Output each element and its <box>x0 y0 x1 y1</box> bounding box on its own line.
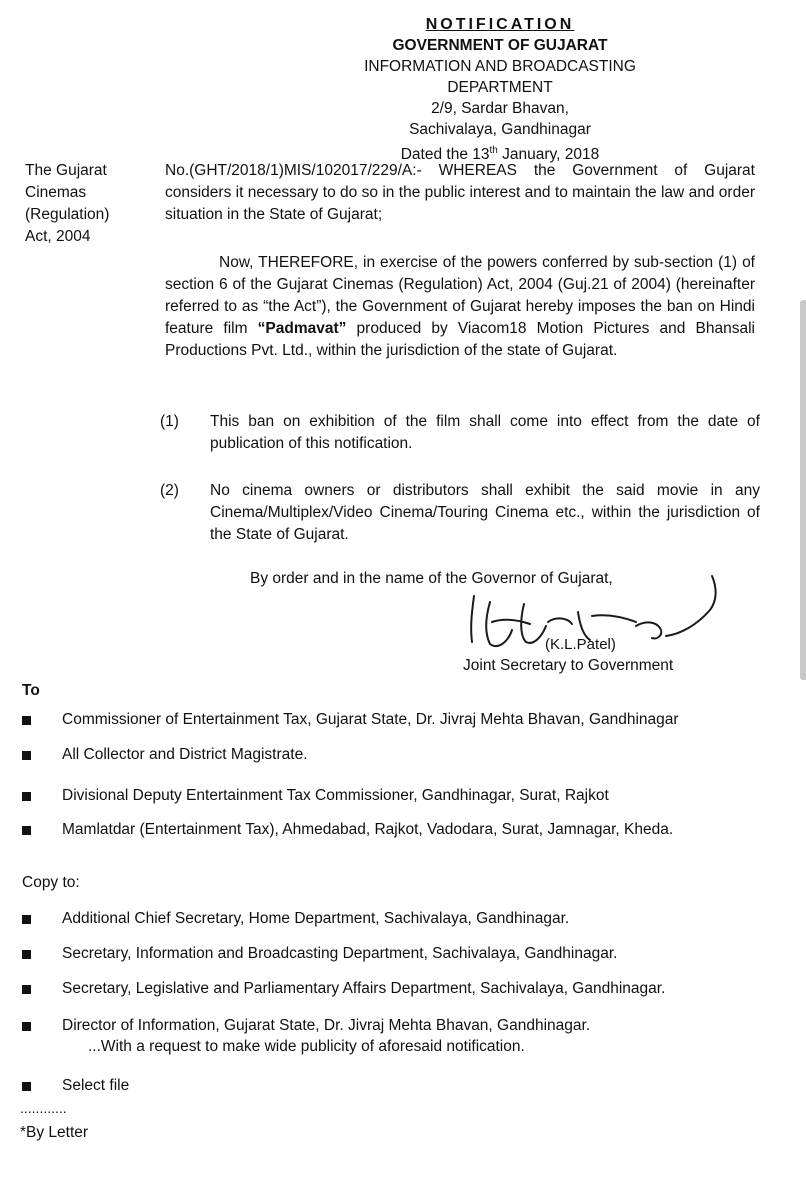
address-line-2: Sachivalaya, Gandhinagar <box>409 121 591 138</box>
copy-recipient-text: Secretary, Information and Broadcasting Department, Sachivalaya, Gandhinagar. <box>62 945 618 962</box>
clause-text: This ban on exhibition of the film shall come into effect from the date of publication of this notification. <box>210 413 760 452</box>
by-letter-note: *By Letter <box>20 1124 89 1141</box>
square-bullet-icon <box>22 792 31 801</box>
copy-recipient-text: Director of Information, Gujarat State, Dr. Jivraj Mehta Bhavan, Gandhinagar. <box>62 1017 591 1034</box>
recipient-text: Mamlatdar (Entertainment Tax), Ahmedabad, Rajkot, Vadodara, Surat, Jamnagar, Kheda. <box>62 821 674 838</box>
publicity-request: ...With a request to make wide publicity of aforesaid notification. <box>88 1038 525 1055</box>
dotted-line: ............ <box>20 1100 67 1116</box>
whereas-paragraph: No.(GHT/2018/1)MIS/102017/229/A:- WHEREAS the Government of Gujarat considers it necessary to do so in the public interest and to maintain the law and order situation in the State of Gujarat; <box>165 162 755 223</box>
therefore-text-before: Now, THEREFORE, in exercise of the powers conferred by sub-section (1) of section 6 of the Gujarat Cinemas (Regulation) Act, 2004 (Guj.21 of 2004) (hereinafter referred to as “the Act”), the Government of Gujarat hereby imposes the ban on Hindi feature film <box>165 254 755 337</box>
dated-suffix: January, 2018 <box>497 146 600 164</box>
recipient-text: All Collector and District Magistrate. <box>62 746 308 763</box>
square-bullet-icon <box>22 985 31 994</box>
clause-text: No cinema owners or distributors shall exhibit the said movie in any Cinema/Multiplex/Video Cinema/Touring Cinema etc., within the jurisdiction of the State of Gujarat. <box>210 482 760 543</box>
scrollbar-handle[interactable] <box>800 300 806 680</box>
sidenote-line: The Gujarat <box>25 162 107 179</box>
copy-recipient-text: Secretary, Legislative and Parliamentary Affairs Department, Sachivalaya, Gandhinagar. <box>62 980 666 997</box>
sidenote-line: Cinemas <box>25 184 87 201</box>
select-file-text: Select file <box>62 1077 130 1094</box>
clause-number: (1) <box>160 413 179 430</box>
sidenote-line: Act, 2004 <box>25 228 91 245</box>
to-label: To <box>22 682 40 699</box>
film-name: “Padmavat” <box>257 320 347 337</box>
square-bullet-icon <box>22 826 31 835</box>
signatory-title: Joint Secretary to Government <box>463 657 674 674</box>
clause-2 <box>160 480 760 546</box>
department-name: INFORMATION AND BROADCASTING DEPARTMENT <box>364 58 636 96</box>
square-bullet-icon <box>22 1022 31 1031</box>
dated-prefix: Dated the 13 <box>400 146 490 164</box>
order-line: By order and in the name of the Governor of Gujarat, <box>250 570 613 587</box>
dated-sup: th <box>489 145 498 156</box>
clause-number: (2) <box>160 482 179 499</box>
notification-header <box>330 14 670 165</box>
recipient-text: Divisional Deputy Entertainment Tax Commissioner, Gandhinagar, Surat, Rajkot <box>62 787 609 804</box>
square-bullet-icon <box>22 751 31 760</box>
copy-recipient-text: Additional Chief Secretary, Home Department, Sachivalaya, Gandhinagar. <box>62 910 570 927</box>
square-bullet-icon <box>22 716 31 725</box>
signatory-name: (K.L.Patel) <box>545 636 616 653</box>
recipient-text: Commissioner of Entertainment Tax, Gujarat State, Dr. Jivraj Mehta Bhavan, Gandhinagar <box>62 711 679 728</box>
therefore-paragraph <box>165 252 755 362</box>
notification-title: NOTIFICATION <box>425 16 575 33</box>
therefore-text-after: produced by Viacom18 Motion Pictures and Bhansali Productions Pvt. Ltd., within the jurisdiction of the state of Gujarat. <box>165 320 755 359</box>
clause-1 <box>160 411 760 455</box>
sidenote-line: (Regulation) <box>25 206 110 223</box>
government-name: GOVERNMENT OF GUJARAT <box>392 37 608 54</box>
square-bullet-icon <box>22 1082 31 1091</box>
act-sidenote <box>25 160 145 248</box>
square-bullet-icon <box>22 950 31 959</box>
square-bullet-icon <box>22 915 31 924</box>
copy-to-label: Copy to: <box>22 874 80 891</box>
address-line-1: 2/9, Sardar Bhavan, <box>431 100 569 117</box>
